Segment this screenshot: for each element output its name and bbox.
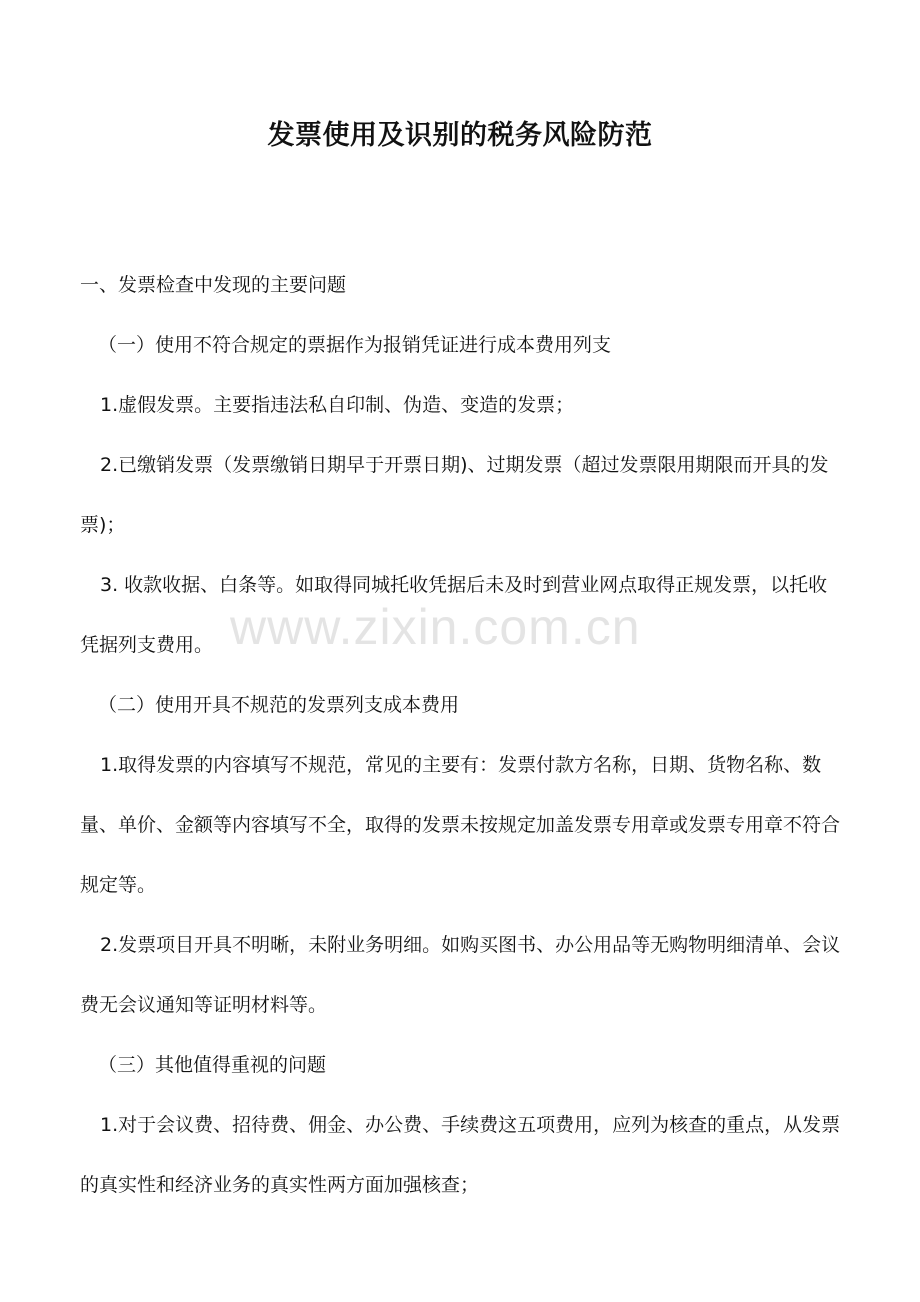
subsection-heading: （三）其他值得重视的问题 [98,1054,327,1076]
paragraph: 1.对于会议费、招待费、佣金、办公费、手续费这五项费用，应列为核查的重点，从发票的真实性和经济业务的真实性两方面加强核查； [80,1114,841,1196]
document-body [80,255,844,1215]
watermark: www.zixin.com.cn [230,599,641,655]
section-heading: 一、发票检查中发现的主要问题 [80,274,347,296]
paragraph: 1.取得发票的内容填写不规范，常见的主要有：发票付款方名称，日期、货物名称、数量、单价、金额等内容填写不全，取得的发票未按规定加盖发票专用章或发票专用章不符合规定等。 [80,754,841,896]
paragraph: 1.虚假发票。主要指违法私自印制、伪造、变造的发票； [100,394,575,416]
subsection-heading: （一）使用不符合规定的票据作为报销凭证进行成本费用列支 [98,334,612,356]
document-title: 发票使用及识别的税务风险防范 [267,120,653,151]
paragraph: 2.已缴销发票（发票缴销日期早于开票日期)、过期发票（超过发票限用期限而开具的发票)； [80,454,829,536]
paragraph: 3. 收款收据、白条等。如取得同城托收凭据后未及时到营业网点取得正规发票，以托收凭据列支费用。 [80,574,828,656]
subsection-heading: （二）使用开具不规范的发票列支成本费用 [98,694,460,716]
paragraph: 2.发票项目开具不明晰，未附业务明细。如购买图书、办公用品等无购物明细清单、会议费无会议通知等证明材料等。 [80,934,841,1016]
